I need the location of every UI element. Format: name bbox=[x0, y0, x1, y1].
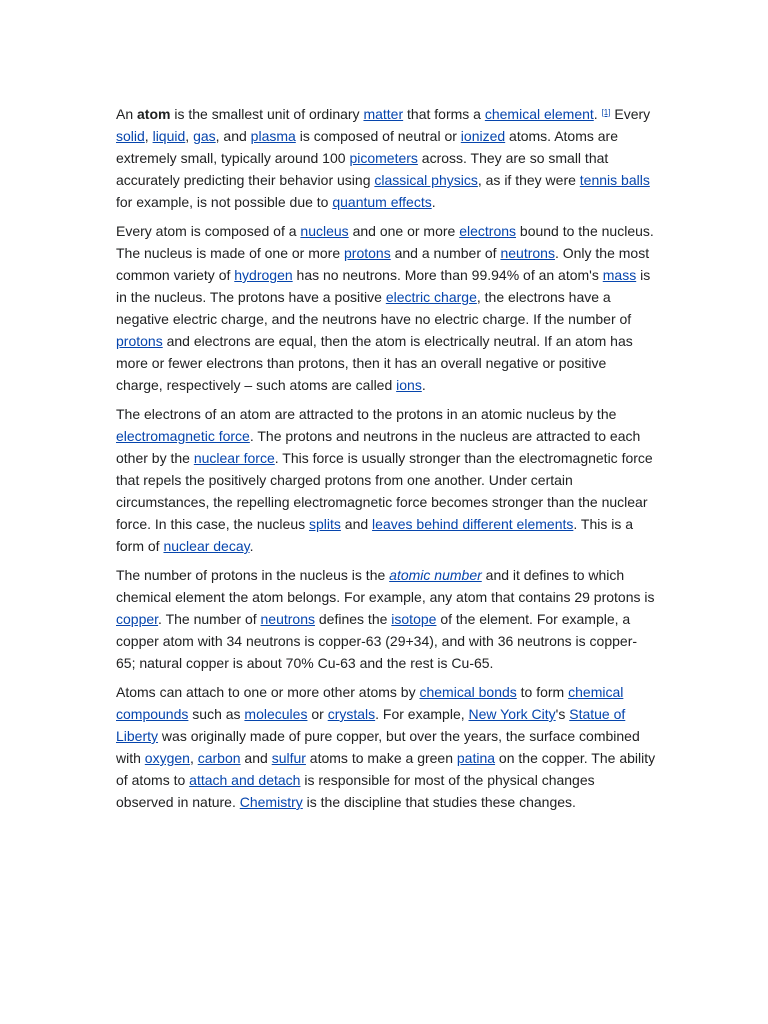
link-tennis-balls[interactable]: tennis balls bbox=[579, 172, 650, 188]
text-run: . The protons and neutrons in the nucleus are attracted to each other by the bbox=[116, 428, 641, 466]
text-run: and one or more bbox=[348, 223, 460, 239]
link-gas[interactable]: gas bbox=[193, 128, 216, 144]
paragraph bbox=[116, 681, 656, 813]
text-run: and a number of bbox=[390, 245, 501, 261]
link-plasma[interactable]: plasma bbox=[250, 128, 296, 144]
text-run: and bbox=[340, 516, 373, 532]
text-run: . bbox=[249, 538, 254, 554]
link-patina[interactable]: patina bbox=[456, 750, 496, 766]
link-classical-physics[interactable]: classical physics bbox=[374, 172, 478, 188]
text-run: 's bbox=[555, 706, 570, 722]
link-neutrons[interactable]: neutrons bbox=[500, 245, 555, 261]
link-isotope[interactable]: isotope bbox=[391, 611, 437, 627]
text-run: The number of protons in the nucleus is the bbox=[116, 567, 390, 583]
link-electric-charge[interactable]: electric charge bbox=[385, 289, 477, 305]
text-run: is the smallest unit of ordinary bbox=[170, 106, 364, 122]
link-oxygen[interactable]: oxygen bbox=[144, 750, 190, 766]
text-run: , and bbox=[215, 128, 251, 144]
link-ionized[interactable]: ionized bbox=[460, 128, 506, 144]
link-leaves-behind-different-elements[interactable]: leaves behind different elements bbox=[372, 516, 574, 532]
text-run: is responsible for most of the physical changes observed in nature. bbox=[116, 772, 595, 810]
text-run: of the element. For example, a copper atom with 34 neutrons is copper-63 (29+34), and with 36 neutrons is copper-65; natural copper is about 70% Cu-63 and the rest is Cu-65. bbox=[116, 611, 638, 671]
link-picometers[interactable]: picometers bbox=[349, 150, 418, 166]
text-run: . bbox=[593, 106, 602, 122]
link-splits[interactable]: splits bbox=[309, 516, 341, 532]
paragraph bbox=[116, 564, 656, 674]
link-chemical-element[interactable]: chemical element bbox=[484, 106, 594, 122]
link-electromagnetic-force[interactable]: electromagnetic force bbox=[116, 428, 250, 444]
text-run: Atoms can attach to one or more other atoms by bbox=[116, 684, 420, 700]
text-run: Every bbox=[610, 106, 651, 122]
text-run: atoms. Atoms are extremely small, typically around 100 bbox=[116, 128, 618, 166]
text-run: . bbox=[431, 194, 436, 210]
link-nucleus[interactable]: nucleus bbox=[300, 223, 349, 239]
article-body bbox=[116, 103, 656, 820]
link-chemistry[interactable]: Chemistry bbox=[239, 794, 303, 810]
text-run: is composed of neutral or bbox=[295, 128, 461, 144]
text-run: was originally made of pure copper, but over the years, the surface combined with bbox=[116, 728, 640, 766]
text-run: and bbox=[240, 750, 272, 766]
citation-link[interactable]: [1] bbox=[601, 108, 611, 117]
text-run: on the copper. The ability of atoms to bbox=[116, 750, 656, 788]
text-run: The electrons of an atom are attracted to the protons in an atomic nucleus by the bbox=[116, 406, 617, 422]
text-run: and it defines to which chemical element the atom belongs. For example, any atom that contains 29 protons is bbox=[116, 567, 655, 605]
link-atomic-number[interactable]: atomic number bbox=[389, 567, 482, 583]
link-ions[interactable]: ions bbox=[396, 377, 422, 393]
link-solid[interactable]: solid bbox=[116, 128, 145, 144]
link-hydrogen[interactable]: hydrogen bbox=[234, 267, 293, 283]
link-copper[interactable]: copper bbox=[116, 611, 159, 627]
link-molecules[interactable]: molecules bbox=[244, 706, 308, 722]
text-run: has no neutrons. More than 99.94% of an atom's bbox=[292, 267, 603, 283]
text-run: such as bbox=[188, 706, 245, 722]
link-statue-of-liberty[interactable]: Statue of Liberty bbox=[116, 706, 626, 744]
text-run: , bbox=[185, 128, 194, 144]
text-run: An bbox=[116, 106, 138, 122]
link-protons[interactable]: protons bbox=[344, 245, 391, 261]
text-run: defines the bbox=[315, 611, 392, 627]
text-run: for example, is not possible due to bbox=[116, 194, 333, 210]
link-mass[interactable]: mass bbox=[602, 267, 637, 283]
link-protons[interactable]: protons bbox=[116, 333, 163, 349]
text-run: , the electrons have a negative electric charge, and the neutrons have no electric charge. If the number of bbox=[116, 289, 632, 327]
text-run: is in the nucleus. The protons have a positive bbox=[116, 267, 651, 305]
text-run: or bbox=[307, 706, 328, 722]
text-run: and electrons are equal, then the atom is electrically neutral. If an atom has more or fewer electrons than protons, then it has an overall negative or positive charge, respectively – such atoms are called bbox=[116, 333, 633, 393]
link-nuclear-decay[interactable]: nuclear decay bbox=[163, 538, 250, 554]
text-run: . This is a form of bbox=[116, 516, 634, 554]
link-matter[interactable]: matter bbox=[363, 106, 404, 122]
text-run: to form bbox=[516, 684, 569, 700]
link-chemical-bonds[interactable]: chemical bonds bbox=[419, 684, 517, 700]
link-electrons[interactable]: electrons bbox=[459, 223, 517, 239]
text-run: , bbox=[189, 750, 198, 766]
link-nuclear-force[interactable]: nuclear force bbox=[193, 450, 275, 466]
text-run: that forms a bbox=[403, 106, 485, 122]
link-attach-and-detach[interactable]: attach and detach bbox=[189, 772, 301, 788]
link-quantum-effects[interactable]: quantum effects bbox=[332, 194, 432, 210]
text-run: across. They are so small that accurately predicting their behavior using bbox=[116, 150, 609, 188]
text-run: . The number of bbox=[158, 611, 261, 627]
text-run: bound to the nucleus. The nucleus is made of one or more bbox=[116, 223, 654, 261]
paragraph bbox=[116, 103, 656, 213]
link-neutrons[interactable]: neutrons bbox=[260, 611, 315, 627]
text-run: . Only the most common variety of bbox=[116, 245, 650, 283]
text-run: , as if they were bbox=[477, 172, 580, 188]
link-liquid[interactable]: liquid bbox=[152, 128, 186, 144]
link-sulfur[interactable]: sulfur bbox=[271, 750, 306, 766]
paragraph bbox=[116, 220, 656, 396]
text-run: Every atom is composed of a bbox=[116, 223, 301, 239]
link-chemical-compounds[interactable]: chemical compounds bbox=[116, 684, 624, 722]
text-run: , bbox=[144, 128, 153, 144]
link-new-york-city[interactable]: New York City bbox=[468, 706, 556, 722]
link-crystals[interactable]: crystals bbox=[327, 706, 376, 722]
text-run: . This force is usually stronger than the electromagnetic force that repels the positively charged protons from one another. Under certain circumstances, the repelling electromagnetic force becomes stronger than the nuclear force. In this case, the nucleus bbox=[116, 450, 653, 532]
text-run: . bbox=[421, 377, 426, 393]
text-run: atoms to make a green bbox=[305, 750, 457, 766]
bold-term: atom bbox=[137, 106, 171, 122]
link-carbon[interactable]: carbon bbox=[197, 750, 241, 766]
text-run: is the discipline that studies these changes. bbox=[302, 794, 576, 810]
text-run: . For example, bbox=[375, 706, 469, 722]
paragraph bbox=[116, 403, 656, 557]
